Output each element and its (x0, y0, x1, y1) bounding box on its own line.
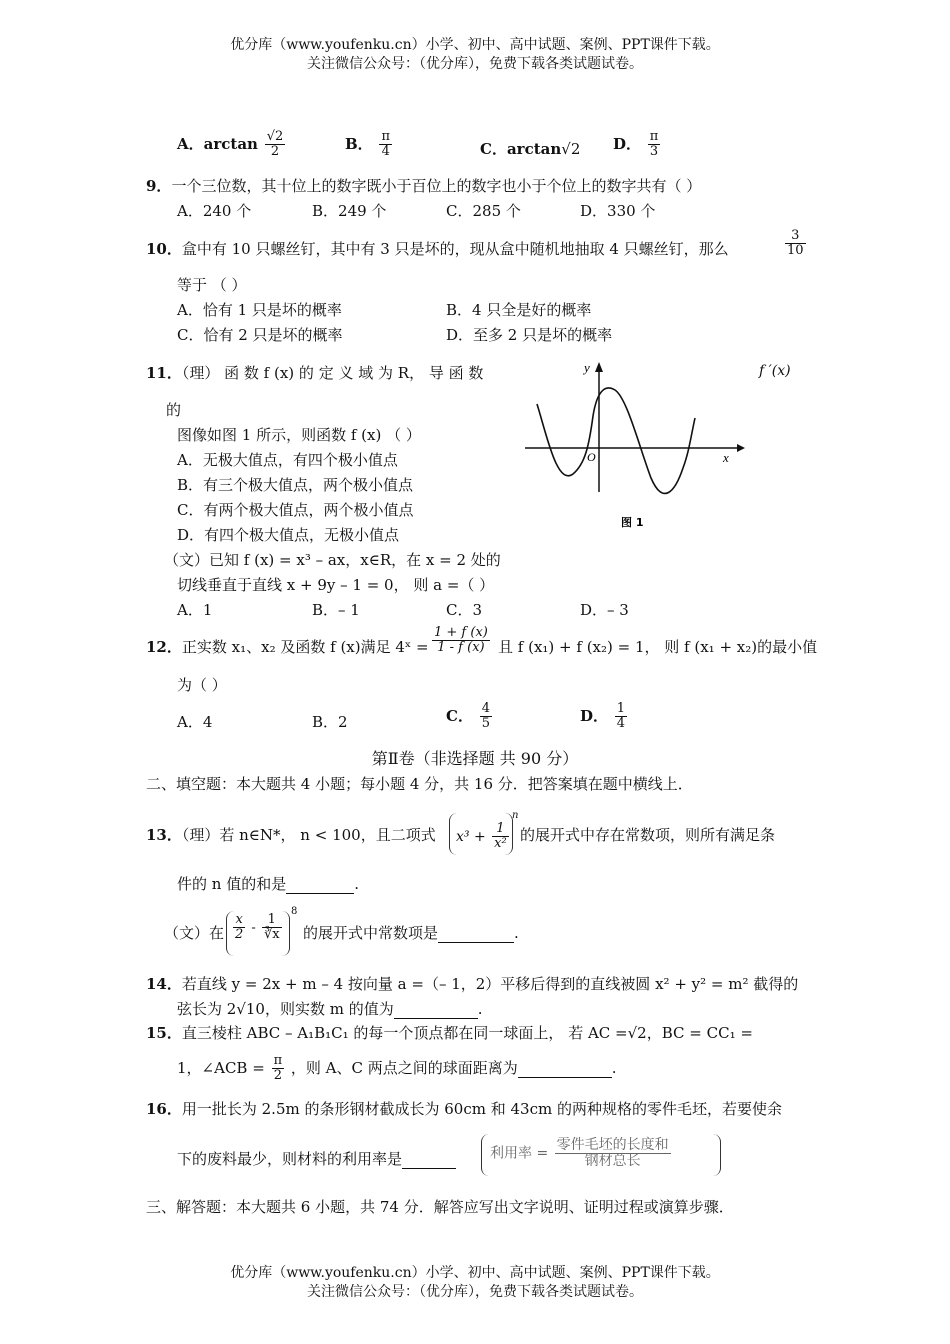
q11-wen-option-c: C．3 (446, 601, 483, 619)
q15-stem: 15．直三棱柱 ABC – A₁B₁C₁ 的每一个顶点都在同一球面上， 若 AC =√2，BC = CC₁ = (146, 1024, 753, 1042)
q9-option-c: C．285 个 (446, 202, 521, 220)
q13-stem-b: 的展开式中存在常数项，则所有满足条 (520, 826, 776, 844)
q12-fraction: $\frac{1 + f (x)}{1 - f (x)}$ (434, 625, 488, 656)
y-axis-arrow-icon (595, 362, 603, 372)
q10-stem: 10．盒中有 10 只螺丝钉，其中有 3 只是坏的，现从盒中随机地抽取 4 只螺丝钉，那么 (146, 240, 729, 258)
q13-wen-exponent: 8 (291, 906, 298, 917)
q11-wen-option-a: A．1 (177, 601, 213, 619)
q11-wen-line-1: （文）已知 f (x) = x³ – ax，x∈R，在 x = 2 处的 (164, 551, 501, 569)
q13-binom: x³ + $\frac{1}{\text{x²}}$ (456, 821, 507, 852)
q16-note: 利用率 = $\frac{\text{零件毛坯的长度和}}{\text{钢材总长}}$ (490, 1137, 669, 1170)
q8-option-b: B． $\frac{\pi}{4}$ (345, 129, 391, 160)
q12-option-d: D． $\frac{1}{4}$ (580, 701, 626, 732)
q13-wen-b: 的展开式中常数项是 . (303, 924, 519, 942)
footer-line-1: 优分库（www.youfenku.cn）小学、初中、高中试题、案例、PPT课件下载。 (230, 1265, 720, 1281)
q11-option-c: C．有两个极大值点，两个极小值点 (177, 501, 414, 519)
q10-option-b: B．4 只全是好的概率 (446, 301, 592, 319)
q13-wen-a: （文）在 (164, 924, 225, 942)
figure-caption: 图 1 (621, 516, 644, 529)
q10-stem-2: 等于 （ ） (177, 276, 247, 294)
q11-option-d: D．有四个极大值点，无极小值点 (177, 526, 400, 544)
x-axis-label: x (723, 450, 729, 465)
q9-option-b: B．249 个 (312, 202, 387, 220)
q10-option-a: A．恰有 1 只是坏的概率 (177, 301, 342, 319)
q11-figure (515, 356, 745, 541)
q13-wen-expression: $\frac{x}{2}$ - $\frac{1}{∛x}$ (235, 912, 280, 943)
q15-stem-2: 1，∠ACB = $\frac{\pi}{2}$ ，则 A、C 两点之间的球面距离为 . (177, 1053, 617, 1084)
part2-title: 第Ⅱ卷（非选择题 共 90 分） (371, 749, 579, 768)
q11-stem-de: 的 (166, 401, 182, 419)
q13-exponent: n (512, 810, 519, 821)
part2-intro: 二、填空题：本大题共 4 小题；每小题 4 分，共 16 分．把答案填在题中横线上． (146, 775, 693, 793)
q8-option-a: A．arctan $\frac{√2}{2}$ (177, 129, 284, 160)
q12-stem-a: 12．正实数 x₁、x₂ 及函数 f (x)满足 4ˣ = (146, 638, 429, 656)
header-line-1: 优分库（www.youfenku.cn）小学、初中、高中试题、案例、PPT课件下载。 (230, 37, 720, 53)
q11-stem-2: 图像如图 1 所示，则函数 f (x) （ ） (177, 426, 421, 444)
q9-option-a: A．240 个 (177, 202, 252, 220)
x-axis-arrow-icon (737, 444, 745, 452)
q11-wen-option-b: B．– 1 (312, 601, 360, 619)
q14-stem: 14．若直线 y = 2x + m – 4 按向量 a =（– 1，2）平移后得到的直线被圆 x² + y² = m² 截得的 (146, 975, 799, 993)
q14-stem-2: 弦长为 2√10，则实数 m 的值为 . (177, 1000, 483, 1018)
q11-option-b: B．有三个极大值点，两个极小值点 (177, 476, 414, 494)
q12-option-a: A．4 (177, 713, 213, 731)
q12-option-b: B．2 (312, 713, 348, 731)
q14-answer-blank[interactable] (394, 1000, 478, 1019)
q16-stem-2: 下的废料最少，则材料的利用率是 (177, 1150, 456, 1169)
q11-stem: 11．（理） 函 数 f (x) 的 定 义 域 为 R， 导 函 数 (146, 364, 484, 382)
q10-option-d: D．至多 2 只是坏的概率 (446, 326, 613, 344)
header-line-2: 关注微信公众号：（优分库），免费下载各类试题试卷。 (307, 56, 643, 72)
q11-wen-option-d: D．– 3 (580, 601, 629, 619)
q8-option-c: C．arctan√2 (480, 140, 581, 158)
q15-answer-blank[interactable] (518, 1059, 612, 1078)
q12-option-c: C． $\frac{4}{5}$ (446, 701, 491, 732)
q11-fprime: f ′(x) (759, 363, 791, 379)
q10-fraction: $\frac{3}{10}$ (787, 228, 804, 259)
q13-wen-answer-blank[interactable] (438, 924, 514, 943)
q10-option-c: C．恰有 2 只是坏的概率 (177, 326, 343, 344)
q13-answer-blank[interactable] (286, 875, 354, 894)
q8-option-d: D． $\frac{\pi}{3}$ (613, 129, 659, 160)
q11-option-a: A．无极大值点，有四个极小值点 (177, 451, 398, 469)
q11-wen-line-2: 切线垂直于直线 x + 9y – 1 = 0， 则 a =（ ） (177, 576, 495, 594)
q12-stem-b: 且 f (x₁) + f (x₂) = 1， 则 f (x₁ + x₂)的最小值 (498, 638, 818, 656)
q9-option-d: D．330 个 (580, 202, 656, 220)
y-axis-label: y (584, 360, 590, 375)
q9-stem: 9．一个三位数，其十位上的数字既小于百位上的数字也小于个位上的数字共有（ ） (146, 177, 702, 195)
derivative-curve (537, 388, 695, 494)
origin-label: O (587, 450, 596, 464)
q16-answer-blank[interactable] (402, 1150, 456, 1169)
footer-line-2: 关注微信公众号：（优分库），免费下载各类试题试卷。 (307, 1284, 643, 1300)
q12-stem-2: 为（ ） (177, 676, 227, 694)
part3-intro: 三、解答题：本大题共 6 小题，共 74 分．解答应写出文字说明、证明过程或演算步骤． (146, 1198, 734, 1216)
q13-stem-2: 件的 n 值的和是 . (177, 875, 359, 893)
q13-stem-a: 13．（理）若 n∈N*， n < 100，且二项式 (146, 826, 436, 844)
q16-stem: 16．用一批长为 2.5m 的条形钢材截成长为 60cm 和 43cm 的两种规格的零件毛坯，若要使余 (146, 1100, 782, 1118)
